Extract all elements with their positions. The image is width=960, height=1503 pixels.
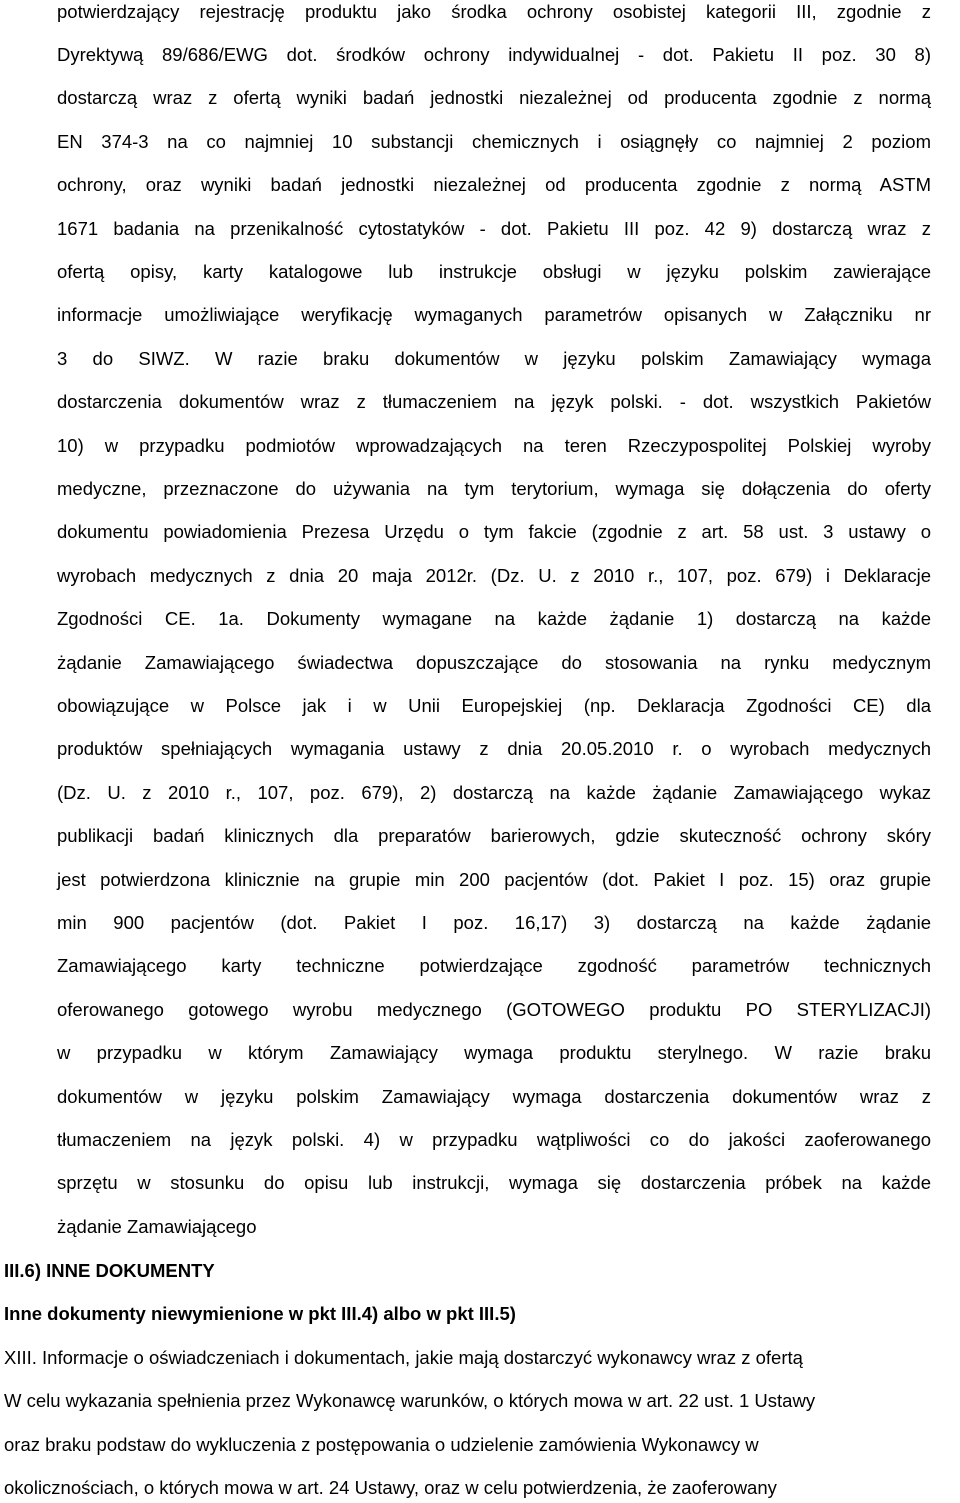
paragraph-line: publikacji badań klinicznych dla preparatów barierowych, gdzie skuteczność ochrony skóry [57,825,931,846]
paragraph-line: żądanie Zamawiającego świadectwa dopuszczające do stosowania na rynku medycznym [57,652,931,673]
section-xiii-line: W celu wykazania spełnienia przez Wykonawcę warunków, o których mowa w art. 22 ust. 1 Ustawy [4,1390,816,1411]
paragraph-line: (Dz. U. z 2010 r., 107, poz. 679), 2) dostarczą na każde żądanie Zamawiającego wykaz [57,782,931,803]
paragraph-line: dostarczenia dokumentów wraz z tłumaczeniem na język polski. - dot. wszystkich Pakietów [57,391,931,412]
paragraph-line: min 900 pacjentów (dot. Pakiet I poz. 16,17) 3) dostarczą na każde żądanie [57,912,931,933]
paragraph-line: Zamawiającego karty techniczne potwierdzające zgodność parametrów technicznych [57,955,931,976]
section-xiii-line: oraz braku podstaw do wykluczenia z postępowania o udzielenie zamówienia Wykonawcy w [4,1434,759,1455]
section-subheading: Inne dokumenty niewymienione w pkt III.4) albo w pkt III.5) [4,1303,516,1324]
paragraph-line: tłumaczeniem na język polski. 4) w przypadku wątpliwości co do jakości zaoferowanego [57,1129,931,1150]
paragraph-line: dostarczą wraz z ofertą wyniki badań jednostki niezależnej od producenta zgodnie z normą [57,87,931,108]
section-heading: III.6) INNE DOKUMENTY [4,1260,215,1281]
paragraph-line: w przypadku w którym Zamawiający wymaga produktu sterylnego. W razie braku [57,1042,931,1063]
paragraph-line: oferowanego gotowego wyrobu medycznego (GOTOWEGO produktu PO STERYLIZACJI) [57,999,931,1020]
paragraph-line: ofertą opisy, karty katalogowe lub instrukcje obsługi w języku polskim zawierające [57,261,931,282]
paragraph-line: 1671 badania na przenikalność cytostatyków - dot. Pakietu III poz. 42 9) dostarczą wraz z [57,218,931,239]
paragraph-line: dokumentów w języku polskim Zamawiający wymaga dostarczenia dokumentów wraz z [57,1086,931,1107]
paragraph-line: dokumentu powiadomienia Prezesa Urzędu o tym fakcie (zgodnie z art. 58 ust. 3 ustawy o [57,521,931,542]
section-xiii-line: okolicznościach, o których mowa w art. 24 Ustawy, oraz w celu potwierdzenia, że zaoferowany [4,1477,777,1498]
paragraph-line: medyczne, przeznaczone do używania na tym terytorium, wymaga się dołączenia do oferty [57,478,931,499]
paragraph-line: potwierdzający rejestrację produktu jako środka ochrony osobistej kategorii III, zgodnie z [57,1,931,22]
paragraph-line: informacje umożliwiające weryfikację wymaganych parametrów opisanych w Załączniku nr [57,304,931,325]
paragraph-line: wyrobach medycznych z dnia 20 maja 2012r. (Dz. U. z 2010 r., 107, poz. 679) i Deklaracje [57,565,931,586]
section-xiii-title: XIII. Informacje o oświadczeniach i dokumentach, jakie mają dostarczyć wykonawcy wraz z ofertą [4,1347,803,1368]
paragraph-line: żądanie Zamawiającego [57,1216,257,1237]
paragraph-line: obowiązujące w Polsce jak i w Unii Europejskiej (np. Deklaracja Zgodności CE) dla [57,695,931,716]
paragraph-line: Dyrektywą 89/686/EWG dot. środków ochrony indywidualnej - dot. Pakietu II poz. 30 8) [57,44,931,65]
paragraph-line: 10) w przypadku podmiotów wprowadzających na teren Rzeczypospolitej Polskiej wyroby [57,435,931,456]
paragraph-line: sprzętu w stosunku do opisu lub instrukcji, wymaga się dostarczenia próbek na każde [57,1172,931,1193]
paragraph-line: Zgodności CE. 1a. Dokumenty wymagane na każde żądanie 1) dostarczą na każde [57,608,931,629]
paragraph-line: produktów spełniających wymagania ustawy z dnia 20.05.2010 r. o wyrobach medycznych [57,738,931,759]
paragraph-line: jest potwierdzona klinicznie na grupie min 200 pacjentów (dot. Pakiet I poz. 15) oraz grupie [57,869,931,890]
paragraph-line: 3 do SIWZ. W razie braku dokumentów w języku polskim Zamawiający wymaga [57,348,931,369]
paragraph-line: ochrony, oraz wyniki badań jednostki niezależnej od producenta zgodnie z normą ASTM [57,174,931,195]
paragraph-line: EN 374-3 na co najmniej 10 substancji chemicznych i osiągnęły co najmniej 2 poziom [57,131,931,152]
